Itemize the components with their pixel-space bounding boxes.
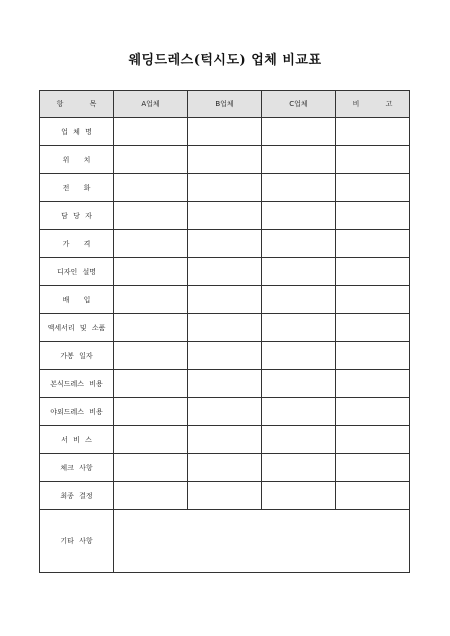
row-label-fitting: 배 입 [40,286,114,314]
table-row [40,342,410,370]
cell-remarks[interactable] [336,370,410,398]
cell-remarks[interactable] [336,454,410,482]
cell-vendor-a[interactable] [114,174,188,202]
row-label-ceremony-dress-cost: 본식드레스 비용 [40,370,114,398]
cell-vendor-a[interactable] [114,314,188,342]
cell-vendor-b[interactable] [188,398,262,426]
table-row [40,314,410,342]
cell-vendor-c[interactable] [262,426,336,454]
cell-remarks[interactable] [336,286,410,314]
cell-vendor-c[interactable] [262,258,336,286]
table-row [40,482,410,510]
row-label-vendor-name: 업 체 명 [40,118,114,146]
cell-vendor-c[interactable] [262,230,336,258]
header-vendor-c: C업체 [262,91,336,118]
cell-vendor-b[interactable] [188,370,262,398]
table-row [40,426,410,454]
cell-vendor-c[interactable] [262,202,336,230]
header-remarks: 비 고 [336,91,410,118]
cell-vendor-a[interactable] [114,426,188,454]
header-vendor-b: B업체 [188,91,262,118]
row-label-design: 디자인 설명 [40,258,114,286]
cell-vendor-b[interactable] [188,230,262,258]
cell-remarks[interactable] [336,174,410,202]
header-vendor-a: A업체 [114,91,188,118]
other-notes-field[interactable] [114,510,410,573]
cell-remarks[interactable] [336,342,410,370]
row-label-location: 위 치 [40,146,114,174]
cell-vendor-b[interactable] [188,258,262,286]
cell-vendor-a[interactable] [114,482,188,510]
row-label-price: 가 격 [40,230,114,258]
table-row [40,398,410,426]
cell-vendor-c[interactable] [262,398,336,426]
cell-vendor-c[interactable] [262,342,336,370]
cell-vendor-b[interactable] [188,482,262,510]
header-row [40,91,410,118]
cell-vendor-c[interactable] [262,370,336,398]
row-label-accessories: 액세서리 및 소품 [40,314,114,342]
table-row-other-notes [40,510,410,573]
cell-vendor-a[interactable] [114,118,188,146]
cell-remarks[interactable] [336,146,410,174]
table-row [40,202,410,230]
table-row [40,174,410,202]
cell-vendor-c[interactable] [262,482,336,510]
comparison-table [39,90,410,573]
cell-vendor-b[interactable] [188,454,262,482]
cell-vendor-c[interactable] [262,286,336,314]
header-item: 항 목 [40,91,114,118]
row-label-service: 서 비 스 [40,426,114,454]
cell-vendor-a[interactable] [114,202,188,230]
cell-vendor-a[interactable] [114,146,188,174]
row-label-checklist: 체크 사항 [40,454,114,482]
cell-remarks[interactable] [336,118,410,146]
table-row [40,258,410,286]
row-label-phone: 전 화 [40,174,114,202]
row-label-fitting-date: 가봉 일자 [40,342,114,370]
cell-vendor-b[interactable] [188,342,262,370]
cell-vendor-b[interactable] [188,146,262,174]
cell-vendor-c[interactable] [262,314,336,342]
cell-remarks[interactable] [336,314,410,342]
row-label-outdoor-dress-cost: 야외드레스 비용 [40,398,114,426]
cell-vendor-a[interactable] [114,258,188,286]
cell-remarks[interactable] [336,426,410,454]
table-row [40,370,410,398]
cell-vendor-b[interactable] [188,118,262,146]
row-label-other-notes: 기타 사항 [40,510,114,573]
cell-vendor-a[interactable] [114,398,188,426]
cell-vendor-c[interactable] [262,118,336,146]
cell-remarks[interactable] [336,398,410,426]
table-row [40,286,410,314]
cell-vendor-b[interactable] [188,314,262,342]
cell-vendor-a[interactable] [114,370,188,398]
cell-vendor-c[interactable] [262,174,336,202]
cell-vendor-a[interactable] [114,230,188,258]
cell-vendor-c[interactable] [262,454,336,482]
table-row [40,146,410,174]
cell-vendor-b[interactable] [188,286,262,314]
cell-vendor-a[interactable] [114,454,188,482]
cell-remarks[interactable] [336,482,410,510]
table-row [40,230,410,258]
cell-remarks[interactable] [336,230,410,258]
table-row [40,454,410,482]
cell-remarks[interactable] [336,202,410,230]
cell-vendor-c[interactable] [262,146,336,174]
cell-remarks[interactable] [336,258,410,286]
cell-vendor-a[interactable] [114,286,188,314]
cell-vendor-a[interactable] [114,342,188,370]
cell-vendor-b[interactable] [188,174,262,202]
row-label-final-decision: 최종 결정 [40,482,114,510]
cell-vendor-b[interactable] [188,426,262,454]
page-title: 웨딩드레스(턱시도) 업체 비교표 [128,53,322,68]
cell-vendor-b[interactable] [188,202,262,230]
row-label-contact-person: 담 당 자 [40,202,114,230]
table-row [40,118,410,146]
